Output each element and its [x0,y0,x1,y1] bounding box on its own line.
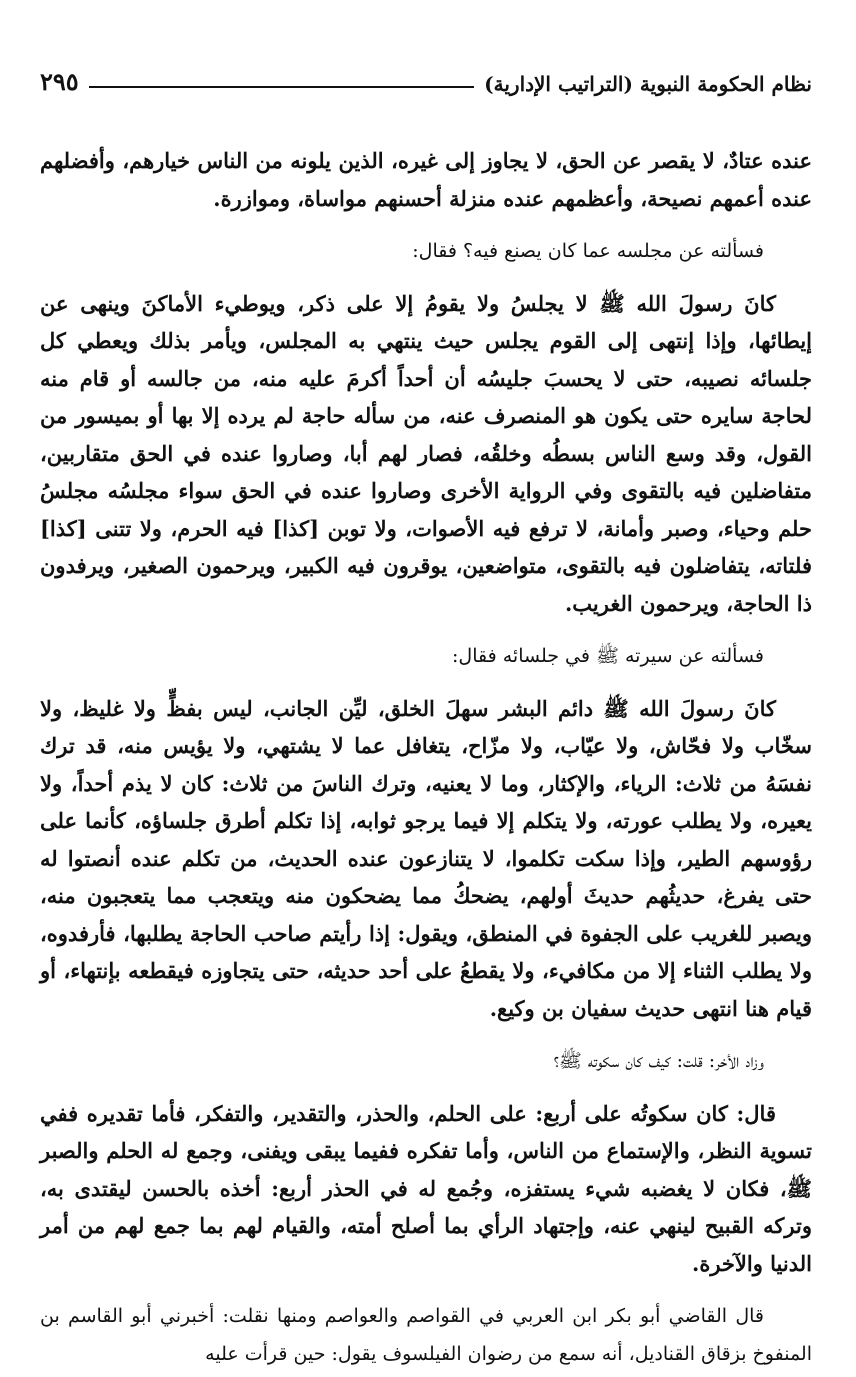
paragraph-lead: فسألته عن مجلسه عما كان يصنع فيه؟ فقال: [412,240,764,262]
paragraph: كانَ رسولَ الله ﷺ لا يجلسُ ولا يقومُ إلا على ذكر، ويوطيء الأماكنَ وينهى عن إيطائها، وإذا إنتهى إلى القوم يجلس حيث ينتهي به المجلس، ويأمر بذلك ويعطي كل جلسائه نصيبه، حتى لا يحسبَ جليسُه أن أحداً أكرمَ عليه منه، من جالسه أو قام منه لحاجة سايره حتى يكون هو المنصرف عنه، من سأله حاجة لم يرده إلا بها أو بميسور من القول، وقد وسع الناس بسطُه وخلقُه، فصار لهم أبا، وصاروا عنده في الحق متقاربين، متفاضلين فيه بالتقوى وفي الرواية الأخرى وصاروا عنده في الحق سواء مجلسُه مجلسُ حلم وحياء، وصبر وأمانة، لا ترفع فيه الأصوات، ولا توبن [كذا] فيه الحرم، ولا تتنى [كذا] فلتاته، يتفاضلون فيه بالتقوى، متواضعين، يوقرون فيه الكبير، ويرحمون الصغير، ويرفدون ذا الحاجة، ويرحمون الغريب. [40,290,812,616]
paragraph: كانَ رسولَ الله ﷺ دائم البشر سهلَ الخلق، ليِّن الجانب، ليس بفظٍّ ولا غليظ، ولا سخّاب ولا فحّاش، ولا عيّاب، ولا مزّاح، يتغافل عما لا يشتهي، ولا يؤيس منه، قد ترك نفسَهُ من ثلاث: الرياء، والإكثار، وما لا يعنيه، وترك الناسَ من ثلاث: كان لا يذم أحداً، ولا يعيره، ولا يطلب عورته، ولا يتكلم إلا فيما يرجو ثوابه، إذا تكلم أطرق جلساؤه، كأنما على رؤوسهم الطير، وإذا سكت تكلموا، لا يتنازعون عنده الحديث، من تكلم عنده أنصتوا له حتى يفرغ، حديثُهم حديثَ أولهم، يضحكُ مما يضحكون منه ويتعجب مما يتعجبون منه، ويصبر للغريب على الجفوة في المنطق، ويقول: إذا رأيتم صاحب الحاجة يطلبها، فأرفدوه، ولا يطلب الثناء إلا من مكافيء، ولا يقطعُ على أحد حديثه، حتى يتجاوزه فيقطعه بإنتهاء، أو قيام هنا انتهى حديث سفيان بن وكيع. [40,695,812,1021]
page-number: ٢٩٥ [40,67,79,96]
header-rule [89,86,474,88]
paragraph-citation: قال القاضي أبو بكر ابن العربي في القواصم والعواصم ومنها نقلت: أخبرني أبو القاسم بن المنفوخ بزقاق القناديل، أنه سمع من رضوان الفيلسوف يقول: حين قرأت عليه [40,1305,812,1365]
paragraph: قال: كان سكوتُه على أربع: على الحلم، والحذر، والتقدير، والتفكر، فأما تقديره ففي تسوية النظر، والإستماع من الناس، وأما تفكره ففيما يبقى ويفنى، وجمع له الحلم والصبر ﷺ، فكان لا يغضبه شيء يستفزه، وجُمع له في الحذر أربع: أخذه بالحسن ليقتدى به، وتركه القبيح لينهي عنه، وإجتهاد الرأي بما أصلح أمته، والقيام لهم بما جمع لهم من أمر الدنيا والآخرة. [40,1100,812,1276]
paragraph: عنده عتادٌ، لا يقصر عن الحق، لا يجاوز إلى غيره، الذين يلونه من الناس خيارهم، وأفضلهم عنده أعمهم نصيحة، وأعظمهم عنده منزلة أحسنهم مواساة، وموازرة. [40,148,812,211]
paragraph-lead: وزاد الأخر: قلت: كيف كان سكوته ﷺ؟ [553,1050,764,1072]
running-head [40,56,812,96]
running-title: نظام الحكومة النبوية (التراتيب الإدارية) [484,72,812,96]
paragraph-lead: فسألته عن سيرته ﷺ في جلسائه فقال: [452,645,764,667]
